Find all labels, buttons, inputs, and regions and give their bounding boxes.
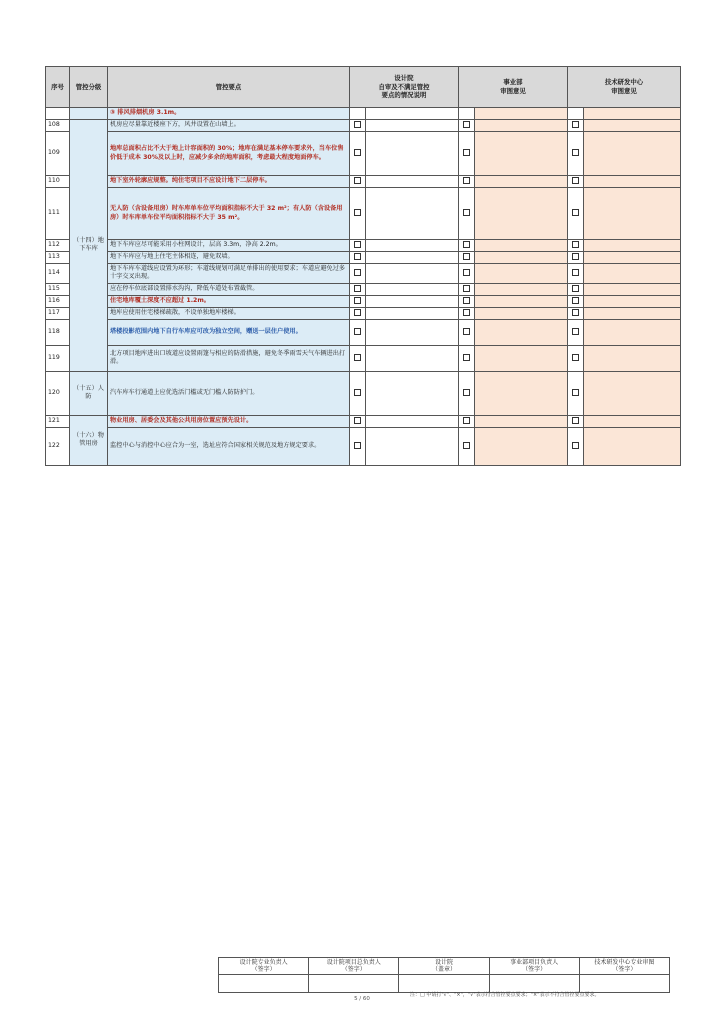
biz-check-cell: [459, 132, 475, 176]
table-header: [46, 67, 681, 108]
header-tech-line2: 审图意见: [611, 87, 637, 95]
category-cell: [70, 108, 108, 120]
biz-check-cell: [459, 307, 475, 319]
biz-check-cell: [459, 283, 475, 295]
control-point-text: 监控中心与消控中心应合为一室，选址应符合国家相关规范及地方规定要求。: [108, 427, 350, 465]
design-check-cell: [350, 108, 366, 120]
design-checkbox[interactable]: [354, 309, 361, 316]
design-check-cell: [350, 307, 366, 319]
tech-comment-cell[interactable]: [584, 176, 681, 188]
biz-checkbox[interactable]: [463, 121, 470, 128]
design-check-cell: [350, 240, 366, 252]
table-row: [46, 427, 681, 465]
control-points-table: [45, 66, 681, 466]
sign-note: （签字）: [341, 966, 366, 974]
row-number: 120: [46, 371, 70, 415]
table-row: [46, 176, 681, 188]
design-check-cell: [350, 319, 366, 345]
table-row: [46, 252, 681, 264]
biz-checkbox[interactable]: [463, 241, 470, 248]
tech-checkbox[interactable]: [572, 417, 579, 424]
row-number: 115: [46, 283, 70, 295]
control-point-text: 机房应尽量靠近楼座下方，风井设置在山墙上。: [108, 120, 350, 132]
biz-comment-cell[interactable]: [475, 120, 568, 132]
design-comment-cell[interactable]: [366, 283, 459, 295]
sign-design-lead: [219, 958, 309, 975]
biz-comment-cell[interactable]: [475, 415, 568, 427]
control-point-text: 塔楼投影范围内地下自行车库应可改为独立空间，赠送一层住户使用。: [108, 319, 350, 345]
tech-check-cell: [568, 120, 584, 132]
tech-comment-cell[interactable]: [584, 188, 681, 240]
header-biz: [459, 67, 568, 108]
header-tech-line1: 技术研发中心: [604, 78, 644, 87]
sign-box[interactable]: [219, 975, 309, 993]
table-row: [46, 120, 681, 132]
design-check-cell: [350, 371, 366, 415]
design-check-cell: [350, 415, 366, 427]
tech-checkbox[interactable]: [572, 253, 579, 260]
header-biz-line1: 事业部: [503, 78, 523, 87]
design-comment-cell[interactable]: [366, 427, 459, 465]
control-point-text: 汽车库车行通道上应优选活门槛或无门槛人防防护门。: [108, 371, 350, 415]
design-checkbox[interactable]: [354, 328, 361, 335]
biz-checkbox[interactable]: [463, 354, 470, 361]
biz-check-cell: [459, 371, 475, 415]
biz-check-cell: [459, 188, 475, 240]
design-checkbox[interactable]: [354, 269, 361, 276]
control-point-text: 无人防（含设备用房）时车库单车位平均面积指标不大于 32 m²；有人防（含设备用房）时车库单车位平均面积指标不大于 35 m²。: [108, 188, 350, 240]
design-checkbox[interactable]: [354, 389, 361, 396]
table-row: [46, 108, 681, 120]
tech-checkbox[interactable]: [572, 241, 579, 248]
design-comment-cell[interactable]: [366, 176, 459, 188]
tech-checkbox[interactable]: [572, 177, 579, 184]
tech-comment-cell[interactable]: [584, 120, 681, 132]
biz-comment-cell[interactable]: [475, 371, 568, 415]
design-checkbox[interactable]: [354, 442, 361, 449]
tech-checkbox[interactable]: [572, 121, 579, 128]
table-row: [46, 240, 681, 252]
tech-comment-cell[interactable]: [584, 319, 681, 345]
tech-check-cell: [568, 108, 584, 120]
sign-biz-lead: [489, 958, 579, 975]
tech-comment-cell[interactable]: [584, 345, 681, 371]
design-comment-cell[interactable]: [366, 295, 459, 307]
design-check-cell: [350, 188, 366, 240]
sign-label: 设计院专业负责人: [239, 959, 288, 966]
tech-check-cell: [568, 264, 584, 284]
biz-check-cell: [459, 415, 475, 427]
sign-note: （盖章）: [431, 966, 456, 974]
table-row: [46, 132, 681, 176]
design-check-cell: [350, 264, 366, 284]
design-checkbox[interactable]: [354, 121, 361, 128]
design-comment-cell[interactable]: [366, 345, 459, 371]
category-c15: （十五）人防: [70, 371, 108, 415]
row-number: 121: [46, 415, 70, 427]
biz-checkbox[interactable]: [463, 389, 470, 396]
tech-comment-cell[interactable]: [584, 307, 681, 319]
header-biz-line2: 审图意见: [500, 87, 526, 95]
tech-comment-cell[interactable]: [584, 295, 681, 307]
sign-label: 技术研发中心专业审图: [594, 959, 655, 966]
row-number: 114: [46, 264, 70, 284]
control-point-text: ③ 排风排烟机房 3.1m。: [108, 108, 350, 120]
signature-table: [218, 957, 670, 993]
header-seq: 序号: [46, 67, 70, 108]
biz-comment-cell[interactable]: [475, 295, 568, 307]
tech-check-cell: [568, 371, 584, 415]
biz-checkbox[interactable]: [463, 209, 470, 216]
design-checkbox[interactable]: [354, 297, 361, 304]
biz-check-cell: [459, 295, 475, 307]
design-check-cell: [350, 283, 366, 295]
biz-comment-cell[interactable]: [475, 319, 568, 345]
biz-checkbox[interactable]: [463, 285, 470, 292]
biz-comment-cell[interactable]: [475, 108, 568, 120]
table-row: [46, 283, 681, 295]
tech-checkbox[interactable]: [572, 328, 579, 335]
biz-comment-cell[interactable]: [475, 240, 568, 252]
biz-checkbox[interactable]: [463, 253, 470, 260]
tech-check-cell: [568, 240, 584, 252]
biz-comment-cell[interactable]: [475, 283, 568, 295]
table-row: [46, 319, 681, 345]
sign-box[interactable]: [309, 975, 399, 993]
design-check-cell: [350, 295, 366, 307]
design-check-cell: [350, 252, 366, 264]
header-design: [350, 67, 459, 108]
biz-check-cell: [459, 264, 475, 284]
biz-comment-cell[interactable]: [475, 345, 568, 371]
design-checkbox[interactable]: [354, 285, 361, 292]
tech-check-cell: [568, 427, 584, 465]
control-point-text: 地库应使用住宅楼梯疏散，不设单独地库楼梯。: [108, 307, 350, 319]
tech-checkbox[interactable]: [572, 389, 579, 396]
header-points: 管控要点: [108, 67, 350, 108]
control-point-text: 地下室外轮廓应规整。纯住宅项目不应设计地下二层停车。: [108, 176, 350, 188]
row-number: 112: [46, 240, 70, 252]
control-point-text: 住宅地库覆土深度不应超过 1.2m。: [108, 295, 350, 307]
header-design-line2: 自审及不满足管控: [378, 82, 430, 91]
category-c16: （十六）物管用房: [70, 415, 108, 465]
design-comment-cell[interactable]: [366, 307, 459, 319]
design-comment-cell[interactable]: [366, 120, 459, 132]
tech-check-cell: [568, 345, 584, 371]
row-number: 119: [46, 345, 70, 371]
page-number: 5 / 60: [354, 996, 370, 1002]
biz-checkbox[interactable]: [463, 417, 470, 424]
tech-check-cell: [568, 319, 584, 345]
tech-check-cell: [568, 132, 584, 176]
design-checkbox[interactable]: [354, 241, 361, 248]
tech-check-cell: [568, 415, 584, 427]
row-number: 109: [46, 132, 70, 176]
design-comment-cell[interactable]: [366, 188, 459, 240]
biz-checkbox[interactable]: [463, 328, 470, 335]
biz-check-cell: [459, 108, 475, 120]
header-tech: [568, 67, 681, 108]
biz-checkbox[interactable]: [463, 297, 470, 304]
tech-checkbox[interactable]: [572, 209, 579, 216]
table-row: [46, 371, 681, 415]
row-number: 111: [46, 188, 70, 240]
tech-comment-cell[interactable]: [584, 252, 681, 264]
tech-checkbox[interactable]: [572, 149, 579, 156]
biz-checkbox[interactable]: [463, 309, 470, 316]
design-comment-cell[interactable]: [366, 371, 459, 415]
tech-comment-cell[interactable]: [584, 240, 681, 252]
tech-comment-cell[interactable]: [584, 108, 681, 120]
table-row: [46, 345, 681, 371]
row-number: 117: [46, 307, 70, 319]
biz-comment-cell[interactable]: [475, 176, 568, 188]
control-point-text: 地下车库应尽可能采用小柱网设计，层高 3.3m，净高 2.2m。: [108, 240, 350, 252]
sign-label: 设计院项目总负责人: [326, 959, 381, 966]
control-point-text: 北方项目地库进出口坡道应设置雨篷与相应的防滑措施，避免冬季雨雪天气车辆进出打滑。: [108, 345, 350, 371]
tech-check-cell: [568, 283, 584, 295]
header-category: 管控分级: [70, 67, 108, 108]
design-check-cell: [350, 176, 366, 188]
design-checkbox[interactable]: [354, 177, 361, 184]
table-row: [46, 307, 681, 319]
tech-checkbox[interactable]: [572, 269, 579, 276]
design-comment-cell[interactable]: [366, 108, 459, 120]
design-comment-cell[interactable]: [366, 264, 459, 284]
tech-comment-cell[interactable]: [584, 427, 681, 465]
sign-design-project-lead: [309, 958, 399, 975]
biz-check-cell: [459, 120, 475, 132]
design-checkbox[interactable]: [354, 253, 361, 260]
sign-note: （签字）: [251, 966, 276, 974]
row-number: 116: [46, 295, 70, 307]
tech-checkbox[interactable]: [572, 285, 579, 292]
row-number: 122: [46, 427, 70, 465]
row-number: 108: [46, 120, 70, 132]
control-point-text: 地下车库应与地上住宅主体相连，避免双墙。: [108, 252, 350, 264]
footnote: 注：□ 中请打"√"、"×"，"√"表示符合管控要点要求；"×"表示不符合管控要点要求。: [410, 992, 600, 998]
biz-comment-cell[interactable]: [475, 188, 568, 240]
row-number: 113: [46, 252, 70, 264]
design-comment-cell[interactable]: [366, 132, 459, 176]
row-number: 118: [46, 319, 70, 345]
sign-tech-review: [579, 958, 669, 975]
control-point-text: 应在停车位底部设置排水沟沟，降低车道处布置截管。: [108, 283, 350, 295]
biz-check-cell: [459, 427, 475, 465]
sign-note: （签字）: [522, 966, 547, 974]
tech-check-cell: [568, 176, 584, 188]
control-point-text: 地下车库车道线应设置为环形；车道线规划可满足单排出的使用要求；车道应避免过多十字交叉出现。: [108, 264, 350, 284]
design-check-cell: [350, 427, 366, 465]
biz-checkbox[interactable]: [463, 177, 470, 184]
table-row: [46, 415, 681, 427]
sign-label: 设计院: [434, 959, 453, 966]
biz-check-cell: [459, 240, 475, 252]
biz-comment-cell[interactable]: [475, 132, 568, 176]
tech-comment-cell[interactable]: [584, 371, 681, 415]
design-comment-cell[interactable]: [366, 252, 459, 264]
tech-checkbox[interactable]: [572, 309, 579, 316]
design-comment-cell[interactable]: [366, 240, 459, 252]
design-checkbox[interactable]: [354, 354, 361, 361]
table-row: [46, 188, 681, 240]
biz-check-cell: [459, 345, 475, 371]
tech-checkbox[interactable]: [572, 297, 579, 304]
tech-comment-cell[interactable]: [584, 132, 681, 176]
control-point-text: 物业用房、居委会及其他公共用房位置应预先设计。: [108, 415, 350, 427]
header-design-line1: 设计院: [394, 74, 414, 83]
tech-check-cell: [568, 188, 584, 240]
biz-check-cell: [459, 319, 475, 345]
tech-check-cell: [568, 252, 584, 264]
design-checkbox[interactable]: [354, 149, 361, 156]
design-check-cell: [350, 132, 366, 176]
tech-check-cell: [568, 295, 584, 307]
sign-note: （签字）: [612, 966, 637, 974]
row-number: 110: [46, 176, 70, 188]
table-row: [46, 295, 681, 307]
biz-checkbox[interactable]: [463, 442, 470, 449]
biz-comment-cell[interactable]: [475, 264, 568, 284]
biz-comment-cell[interactable]: [475, 252, 568, 264]
sign-label: 事业部项目负责人: [510, 959, 559, 966]
tech-comment-cell[interactable]: [584, 264, 681, 284]
design-checkbox[interactable]: [354, 417, 361, 424]
biz-check-cell: [459, 176, 475, 188]
category-c14: （十四）地下车库: [70, 120, 108, 372]
biz-checkbox[interactable]: [463, 269, 470, 276]
biz-comment-cell[interactable]: [475, 427, 568, 465]
tech-checkbox[interactable]: [572, 354, 579, 361]
tech-comment-cell[interactable]: [584, 283, 681, 295]
design-comment-cell[interactable]: [366, 415, 459, 427]
design-comment-cell[interactable]: [366, 319, 459, 345]
table-row: [46, 264, 681, 284]
design-check-cell: [350, 345, 366, 371]
row-number: [46, 108, 70, 120]
biz-comment-cell[interactable]: [475, 307, 568, 319]
tech-comment-cell[interactable]: [584, 415, 681, 427]
design-checkbox[interactable]: [354, 209, 361, 216]
biz-check-cell: [459, 252, 475, 264]
control-point-text: 地库总面积占比不大于地上计容面积的 30%；地库在满足基本停车要求外，当车位售价低于成本 30%及以上时，应减少多余的地库面积，考虑最大程度地面停车。: [108, 132, 350, 176]
sign-design-stamp: [399, 958, 489, 975]
header-design-line3: 要点的情况说明: [381, 91, 427, 100]
design-check-cell: [350, 120, 366, 132]
biz-checkbox[interactable]: [463, 149, 470, 156]
tech-checkbox[interactable]: [572, 442, 579, 449]
tech-check-cell: [568, 307, 584, 319]
